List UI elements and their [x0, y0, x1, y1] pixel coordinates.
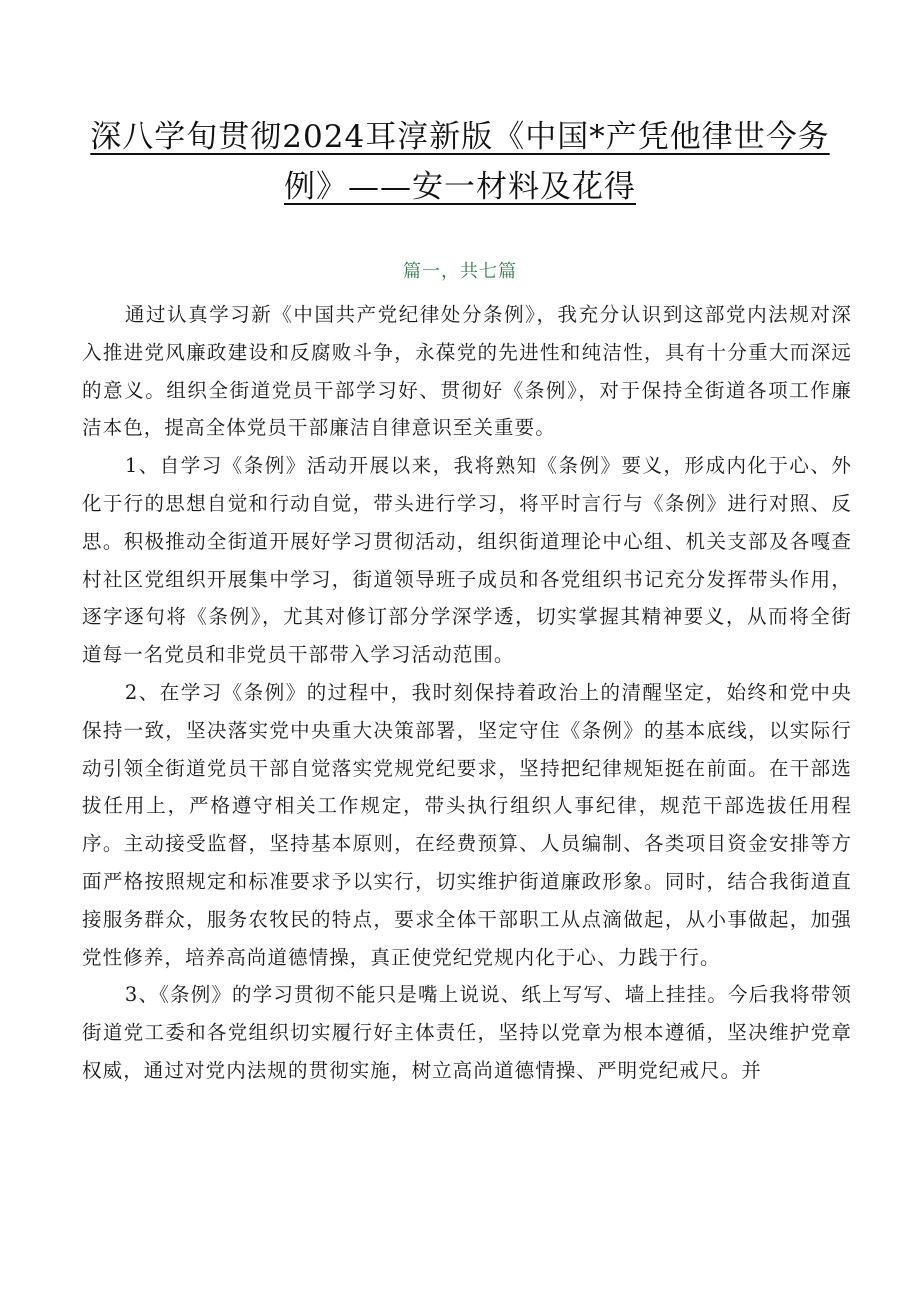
document-title: 深八学旬贯彻2024耳淳新版《中国*产凭他律世今务例》——安一材料及花得: [90, 119, 830, 205]
paragraph-intro: 通过认真学习新《中国共产党纪律处分条例》，我充分认识到这部党内法规对深入推进党风廉政建设和反腐败斗争，永葆党的先进性和纯洁性，具有十分重大而深远的意义。组织全街道党员干部学习好、贯彻好《条例》，对于保持全街道各项工作廉洁本色，提高全体党员干部廉洁自律意识至关重要。: [82, 303, 852, 440]
document-body: [82, 296, 852, 1090]
section-heading: 篇一，共七篇: [403, 261, 517, 282]
paragraph-point-3: 3、《条例》的学习贯彻不能只是嘴上说说、纸上写写、墙上挂挂。今后我将带领街道党工委和各党组织切实履行好主体责任，坚持以党章为根本遵循，坚决维护党章权威，通过对党内法规的贯彻实施，树立高尚道德情操、严明党纪戒尺。并: [82, 983, 852, 1082]
paragraph-point-2: 2、在学习《条例》的过程中，我时刻保持着政治上的清醒坚定，始终和党中央保持一致，坚决落实党中央重大决策部署，坚定守住《条例》的基本底线，以实际行动引领全街道党员干部自觉落实党规党纪要求，坚持把纪律规矩挺在前面。在干部选拔任用上，严格遵守相关工作规定，带头执行组织人事纪律，规范干部选拔任用程序。主动接受监督，坚持基本原则，在经费预算、人员编制、各类项目资金安排等方面严格按照规定和标准要求予以实行，切实维护街道廉政形象。同时，结合我街道直接服务群众，服务农牧民的特点，要求全体干部职工从点滴做起，从小事做起，加强党性修养，培养高尚道德情操，真正使党纪党规内化于心、力践于行。: [82, 680, 852, 969]
paragraph-point-1: 1、自学习《条例》活动开展以来，我将熟知《条例》要义，形成内化于心、外化于行的思想自觉和行动自觉，带头进行学习，将平时言行与《条例》进行对照、反思。积极推动全街道开展好学习贯彻活动，组织街道理论中心组、机关支部及各嘎查村社区党组织开展集中学习，街道领导班子成员和各党组织书记充分发挥带头作用，逐字逐句将《条例》，尤其对修订部分学深学透，切实掌握其精神要义，从而将全街道每一名党员和非党员干部带入学习活动范围。: [82, 454, 852, 667]
